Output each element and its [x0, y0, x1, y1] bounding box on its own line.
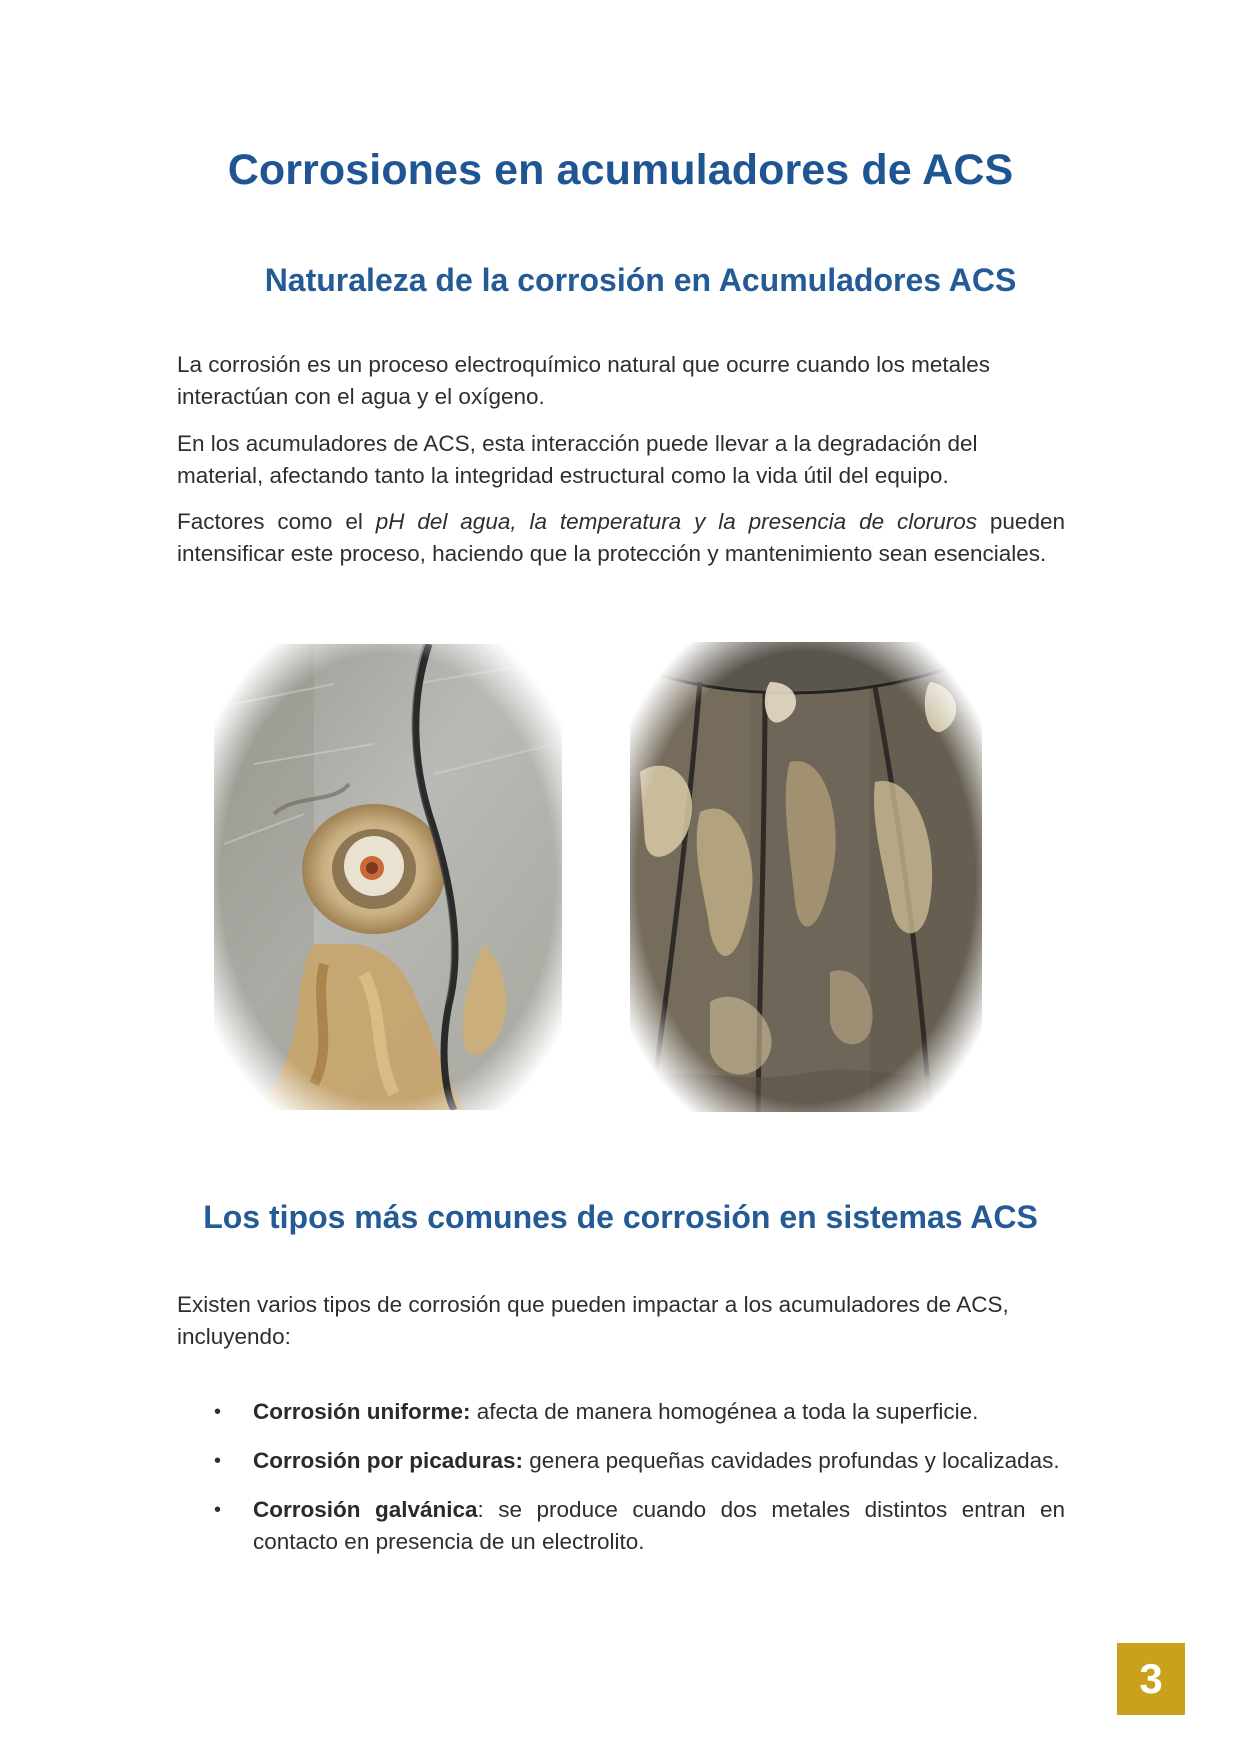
section-heading-nature: Naturaleza de la corrosión en Acumuladores ACS	[264, 262, 1017, 298]
factors-italic: pH del agua, la temperatura y la presencia de cloruros	[375, 509, 978, 534]
list-item-term: Corrosión uniforme:	[253, 1399, 471, 1424]
corrosion-types-list	[214, 1396, 1065, 1575]
list-item-term: Corrosión galvánica	[253, 1497, 478, 1522]
paragraph-factors	[177, 506, 1065, 570]
paragraph-degradation: En los acumuladores de ACS, esta interacción puede llevar a la degradación del material, afectando tanto la integridad estructural como la vida útil del equipo.	[177, 431, 978, 488]
page-title: Corrosiones en acumuladores de ACS	[227, 146, 1014, 194]
list-item-galvanic	[214, 1494, 1065, 1558]
list-item-uniform	[214, 1396, 1065, 1428]
factors-prefix: Factores como el	[177, 509, 376, 534]
page-number-badge: 3	[1117, 1643, 1185, 1715]
section-heading-types: Los tipos más comunes de corrosión en sistemas ACS	[203, 1199, 1038, 1235]
paragraph-types-intro: Existen varios tipos de corrosión que pueden impactar a los acumuladores de ACS, incluyendo:	[177, 1292, 1009, 1349]
photo-tank-interior-stains	[630, 642, 982, 1112]
list-item-text: : se produce cuando dos metales distintos entran en contacto en presencia de un electrolito.	[253, 1497, 1065, 1554]
list-item-term: Corrosión por picaduras:	[253, 1448, 524, 1473]
list-item-pitting	[214, 1445, 1065, 1477]
bullet-icon: •	[214, 1499, 222, 1521]
bullet-icon: •	[214, 1401, 222, 1423]
list-item-text: genera pequeñas cavidades profundas y localizadas.	[523, 1448, 1060, 1473]
paragraph-definition: La corrosión es un proceso electroquímico natural que ocurre cuando los metales interactúan con el agua y el oxígeno.	[177, 352, 990, 409]
bullet-icon: •	[214, 1450, 222, 1472]
photo-corroded-anode-fitting	[214, 644, 562, 1110]
list-item-text: afecta de manera homogénea a toda la superficie.	[470, 1399, 979, 1424]
factors-suffix: pueden intensificar este proceso, haciendo que la protección y mantenimiento sean esenciales.	[177, 509, 1065, 566]
